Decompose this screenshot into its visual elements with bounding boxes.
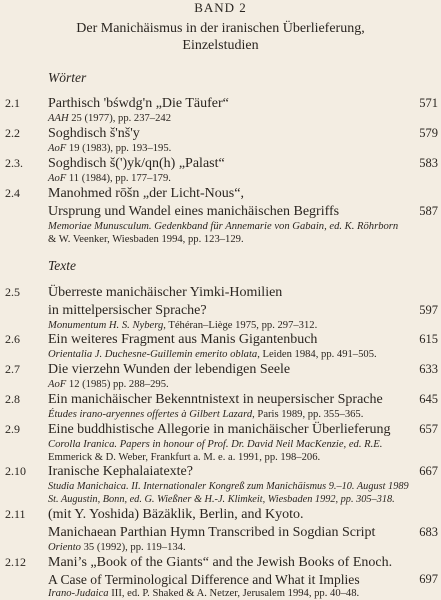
entry-citation: AoF 11 (1984), pp. 177–179. — [48, 173, 171, 184]
entry-title: Die vierzehn Wunden der lebendigen Seele — [48, 362, 291, 377]
entry-citation: Corolla Iranica. Papers in honour of Prof. Dr. David Neil MacKenzie, ed. R.E. — [48, 439, 383, 450]
entry-title: Parthisch 'bśwdg'n „Die Täufer“ — [48, 96, 229, 111]
entry-number: 2.11 — [5, 507, 26, 521]
entry-page: 657 — [419, 422, 438, 436]
entry-title: Eine buddhistische Allegorie in manichäischer Überlieferung — [48, 422, 391, 437]
entry-page: 579 — [419, 126, 438, 140]
entry-title: Ein manichäischer Bekenntnistext in neupersischer Sprache — [48, 392, 383, 407]
entry-title-line2: A Case of Terminological Difference and What it Implies — [48, 572, 360, 587]
entry-page: 633 — [419, 362, 438, 376]
entry-page: 667 — [419, 464, 438, 478]
entry-page: 597 — [419, 303, 438, 317]
entry-citation: Irano-Judaica III, ed. P. Shaked & A. Netzer, Jerusalem 1994, pp. 40–48. — [48, 588, 360, 599]
entry-number: 2.2 — [5, 126, 20, 140]
section-heading-texte: Texte — [48, 258, 76, 273]
entry-page: 571 — [419, 96, 438, 110]
entry-citation: AAH 25 (1977), pp. 237–242 — [48, 113, 171, 124]
entry-number: 2.10 — [5, 464, 26, 478]
entry-number: 2.4 — [5, 186, 20, 200]
entry-citation: Oriento 35 (1992), pp. 119–134. — [48, 542, 186, 553]
entry-title-line2: Manichaean Parthian Hymn Transcribed in Sogdian Script — [48, 525, 376, 540]
entry-number: 2.1 — [5, 96, 20, 110]
entry-title: Soghdisch š'nš'y — [48, 126, 140, 141]
entry-citation: Orientalia J. Duchesne-Guillemin emerito oblata, Leiden 1984, pp. 491–505. — [48, 349, 377, 360]
entry-citation: AoF 19 (1983), pp. 193–195. — [48, 143, 172, 154]
entry-citation-line2: Emmerick & D. Weber, Frankfurt a. M. e. a. 1991, pp. 198–206. — [48, 452, 321, 463]
entry-citation: Memoriae Munusculum. Gedenkband für Annemarie von Gabain, ed. K. Röhrborn — [48, 221, 399, 232]
entry-citation-line2: & W. Veenker, Wiesbaden 1994, pp. 123–129. — [48, 234, 244, 245]
entry-page: 587 — [419, 204, 438, 218]
entry-title: (mit Y. Yoshida) Bäzäklik, Berlin, and Kyoto. — [48, 507, 304, 522]
entry-number: 2.8 — [5, 392, 20, 406]
entry-page: 645 — [419, 392, 438, 406]
entry-number: 2.3. — [5, 156, 23, 170]
entry-number: 2.7 — [5, 362, 20, 376]
entry-citation: Studia Manichaica. II. Internationaler Kongreß zum Manichäismus 9.–10. August 1989 — [48, 481, 409, 492]
entry-page: 697 — [419, 572, 438, 586]
volume-title-line1: Der Manichäismus in der iranischen Überlieferung, — [76, 21, 365, 36]
entry-number: 2.5 — [5, 285, 20, 299]
volume-band: BAND 2 — [194, 0, 247, 15]
entry-citation-line2: St. Augustin, Bonn, ed. G. Wießner & H.-J. Klimkeit, Wiesbaden 1992, pp. 305–318. — [48, 494, 395, 505]
entry-number: 2.12 — [5, 555, 26, 569]
entry-citation: Monumentum H. S. Nyberg, Téhéran–Liège 1975, pp. 297–312. — [48, 320, 318, 331]
entry-number: 2.9 — [5, 422, 20, 436]
entry-title: Mani’s „Book of the Giants“ and the Jewish Books of Enoch. — [48, 555, 393, 570]
entry-number: 2.6 — [5, 332, 20, 346]
volume-title-line2: Einzelstudien — [182, 38, 259, 53]
entry-title: Iranische Kephalaiatexte? — [48, 464, 193, 479]
entry-page: 583 — [419, 156, 438, 170]
volume-title — [0, 20, 441, 54]
entry-citation: AoF 12 (1985) pp. 288–295. — [48, 379, 169, 390]
entry-title: Manohmed rōšn „der Licht-Nous“, — [48, 186, 244, 201]
entry-citation: Études irano-aryennes offertes à Gilbert Lazard, Paris 1989, pp. 355–365. — [48, 409, 364, 420]
entry-title-line2: Ursprung und Wandel eines manichäischen Begriffs — [48, 204, 340, 219]
entry-title: Ein weiteres Fragment aus Manis Gigantenbuch — [48, 332, 318, 347]
entry-title-line2: in mittelpersischer Sprache? — [48, 303, 207, 318]
entry-page: 615 — [419, 332, 438, 346]
section-heading-woerter: Wörter — [48, 70, 87, 85]
entry-page: 683 — [419, 525, 438, 539]
entry-title: Soghdisch š(')yk/qn(h) „Palast“ — [48, 156, 225, 171]
entry-title: Überreste manichäischer Yimki-Homilien — [48, 285, 283, 300]
